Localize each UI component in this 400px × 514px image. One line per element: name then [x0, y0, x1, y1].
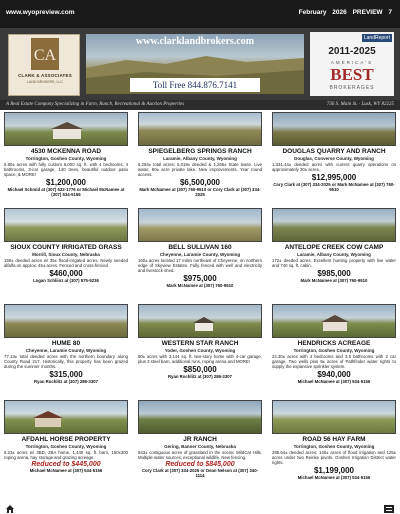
listing-title: DOUGLAS QUARRY AND RANCH	[282, 148, 386, 155]
listing-photo	[272, 304, 396, 338]
listing-description: 172± deeded acres. Excellent hunting property with live water and 740 sq. ft. cabin.	[272, 258, 396, 268]
listing-price: $12,995,000	[311, 173, 357, 182]
realtor-logo-icon	[384, 505, 394, 513]
listing-location: Gering, Banner County, Nebraska	[164, 444, 236, 449]
listing-location: Cheyenne, Laramie County, Wyoming	[159, 252, 241, 257]
listing-title: WESTERN STAR RANCH	[161, 340, 239, 347]
listing-location: Douglas, Converse County, Wyoming	[294, 156, 374, 161]
listing-price: Reduced to $445,000	[31, 461, 101, 468]
listing-location: Torrington, Goshen County, Wyoming	[25, 444, 107, 449]
award-best: BEST	[330, 65, 374, 84]
page-number: 7	[388, 9, 392, 16]
listing-contact: Michael McNamee at (307) 534-5156	[297, 475, 371, 480]
listing-description: 77.13± total deeded acres with the northern boundary along County Road 217. Historically, this property has been grazed during the summer months.	[4, 354, 128, 369]
listing-title: AFDAHL HORSE PROPERTY	[21, 436, 111, 443]
award-years: 2011-2025	[328, 46, 376, 57]
listing-title: ROAD 56 HAY FARM	[302, 436, 366, 443]
listing-contact: Michael McNamee at (307) 534-5156	[297, 379, 371, 384]
listing-card[interactable]	[4, 208, 128, 283]
listing-card[interactable]	[272, 112, 396, 192]
listing-card[interactable]	[272, 400, 396, 480]
listing-card[interactable]	[138, 112, 262, 197]
listing-photo	[272, 400, 396, 434]
listing-card[interactable]	[4, 400, 128, 473]
house-photo-icon	[139, 305, 262, 338]
listing-title: HENDRICKS ACREAGE	[297, 340, 371, 347]
listing-title: SPIEGELBERG SPRINGS RANCH	[148, 148, 252, 155]
listing-price: $975,000	[183, 274, 217, 283]
banner-photo	[86, 34, 304, 94]
listing-location: Morrill, Sioux County, Nebraska	[32, 252, 100, 257]
listing-price: $6,500,000	[179, 178, 221, 187]
listing-card[interactable]	[4, 304, 128, 384]
listing-title: HUME 80	[51, 340, 81, 347]
listing-location: Torrington, Goshen County, Wyoming	[293, 348, 375, 353]
listing-card[interactable]	[138, 304, 262, 379]
listing-photo	[138, 208, 262, 242]
house-photo-icon	[5, 113, 128, 146]
broker-phone[interactable]: Toll Free 844.876.7141	[130, 78, 260, 92]
listing-price: $1,200,000	[45, 178, 87, 187]
listing-contact: Ryan Rochlitz at (307) 286-3307	[33, 379, 98, 384]
listing-description: 6.80± acres with fully custom 6,000 sq. ft. with 4 bedrooms, 4 bathrooms, 3-car garage, 140 trees, beautiful outdoor patio space, & MORE!	[4, 162, 128, 177]
listing-contact: Mark McNamee at (307) 760-9510	[300, 278, 368, 283]
broker-logo	[8, 34, 80, 96]
company-address: 736 S. Main St. · Lusk, WY 82225	[326, 102, 394, 107]
award-americas: AMERICA'S	[330, 60, 374, 65]
listing-location: Yoder, Goshen County, Wyoming	[164, 348, 236, 353]
listing-contact: Mark McNamee at (307) 760-9510 or Cory Clark at (307) 334-2025	[139, 187, 261, 197]
issue-section: PREVIEW	[352, 9, 383, 16]
listing-photo	[4, 304, 128, 338]
page-header	[0, 0, 400, 28]
listing-title: ANTELOPE CREEK COW CAMP	[284, 244, 384, 251]
page-footer	[0, 504, 400, 514]
listing-description: 843± contiguous acres of grassland in the scenic WildCat Hills. Multiple water sources, exceptional wildlife. New fencing.	[138, 450, 262, 460]
issue-date: February 2026	[298, 9, 347, 16]
equal-housing-home-icon	[6, 505, 14, 513]
listing-description: 285.64± deeded acres; 140± acres of flood irrigation and 125± acres under two Reinke pivots. Goshen Irrigation District water rights.	[272, 450, 396, 465]
issue-info	[299, 9, 392, 16]
broker-website[interactable]: www.clarklandbrokers.com	[135, 36, 255, 47]
listing-contact: Cory Clark at (307) 334-2025 or Mark McNamee at (307) 760-9510	[273, 182, 395, 192]
listing-description: 80± acres with 3,144 sq. ft. two-story home with 4-car garage, plus 3 steel barn, additional runs, roping arena and MORE!	[138, 354, 262, 364]
listing-description: 6,284± total acres; 5,019± deeded & 1,265± State lease. Live water, 80± acre private lake. New improvements. Year round access.	[138, 162, 262, 177]
broker-banner	[0, 28, 400, 100]
listing-location: Torrington, Goshen County, Wyoming	[25, 156, 107, 161]
house-photo-icon	[273, 305, 396, 338]
listing-price: $985,000	[317, 269, 351, 278]
award-brokerages: BROKERAGES	[329, 85, 375, 91]
listing-location: Cheyenne, Laramie County, Wyoming	[25, 348, 107, 353]
listing-description: 159± deeded acres w/ 35± flood-irrigated acres. Newly seeded alfalfa on approx. 45± acres. Fenced and cross-fenced	[4, 258, 128, 268]
listing-contact: Logan Schliinz at (307) 575-5236	[33, 278, 99, 283]
logo-name: CLARK & ASSOCIATES	[18, 73, 72, 78]
listing-price: Reduced to $845,000	[165, 461, 235, 468]
listing-contact: Cory Clark at (307) 334-2025 or Dean Nelson at (307) 340-1114	[141, 468, 259, 478]
listing-description: 160± acres located 17 miles northeast of Cheyenne, on northern edge of Skyview Estates. Fully fenced with well and electricity and livestock shed.	[138, 258, 262, 273]
listing-photo	[138, 112, 262, 146]
listing-card[interactable]	[138, 208, 262, 288]
listing-photo	[4, 208, 128, 242]
tagline-bar	[0, 100, 400, 110]
logo-monogram-icon	[31, 38, 59, 70]
listing-photo	[272, 112, 396, 146]
listing-location: Laramie, Albany County, Wyoming	[297, 252, 371, 257]
listing-description: 6.23± acres w/ 3BD, 2BA home, 1,440 sq. ft. barn, 150x300 roping arena, hay storage and grazing acreage.	[4, 450, 128, 460]
listing-price: $315,000	[49, 370, 83, 379]
listing-card[interactable]	[272, 304, 396, 384]
listing-photo	[138, 304, 262, 338]
logo-subtitle: LAND BROKERS, LLC	[27, 80, 63, 84]
listing-price: $850,000	[183, 365, 217, 374]
land-report-award	[310, 32, 394, 96]
listing-contact: Michael McNamee at (307) 534-5156	[29, 468, 103, 473]
listing-photo	[138, 400, 262, 434]
award-tag: LandReport	[363, 35, 390, 41]
listing-title: BELL SULLIVAN 160	[168, 244, 232, 251]
listing-price: $1,199,000	[313, 466, 355, 475]
listing-location: Torrington, Goshen County, Wyoming	[293, 444, 375, 449]
listing-description: 1,331.44± deeded acres with current quarry operations on approximately 30± acres.	[272, 162, 396, 172]
listing-card[interactable]	[272, 208, 396, 283]
listing-photo	[4, 400, 128, 434]
listing-photo	[272, 208, 396, 242]
listing-title: 4530 MCKENNA ROAD	[30, 148, 102, 155]
listing-contact: Michael Schmid at (307) 532-1776 or Michael McNamee at (307) 534-5156	[7, 187, 125, 197]
company-tagline: A Real Estate Company Specializing in Farm, Ranch, Recreational & Auction Properties	[6, 102, 185, 107]
listing-description: 24.30± acres with 4 bedrooms and 3.5 bathrooms with 2 car garage. Two wells plus 9± acres of Pathfinder water rights to supply the expansive sprinkler system.	[272, 354, 396, 369]
listing-card[interactable]	[138, 400, 262, 478]
listing-contact: Mark McNamee at (307) 760-9510	[166, 283, 234, 288]
site-url[interactable]: www.wyopreview.com	[6, 9, 75, 16]
listing-photo	[4, 112, 128, 146]
house-photo-icon	[5, 401, 128, 434]
listing-location: Laramie, Albany County, Wyoming	[163, 156, 237, 161]
listing-title: JR RANCH	[183, 436, 217, 443]
listing-title: SIOUX COUNTY IRRIGATED GRASS	[10, 244, 122, 251]
logo-initials: CA	[33, 47, 57, 64]
listing-contact: Ryan Rochlitz at (307) 286-3307	[167, 374, 232, 379]
listing-price: $940,000	[317, 370, 351, 379]
listing-price: $460,000	[49, 269, 83, 278]
listing-card[interactable]	[4, 112, 128, 197]
